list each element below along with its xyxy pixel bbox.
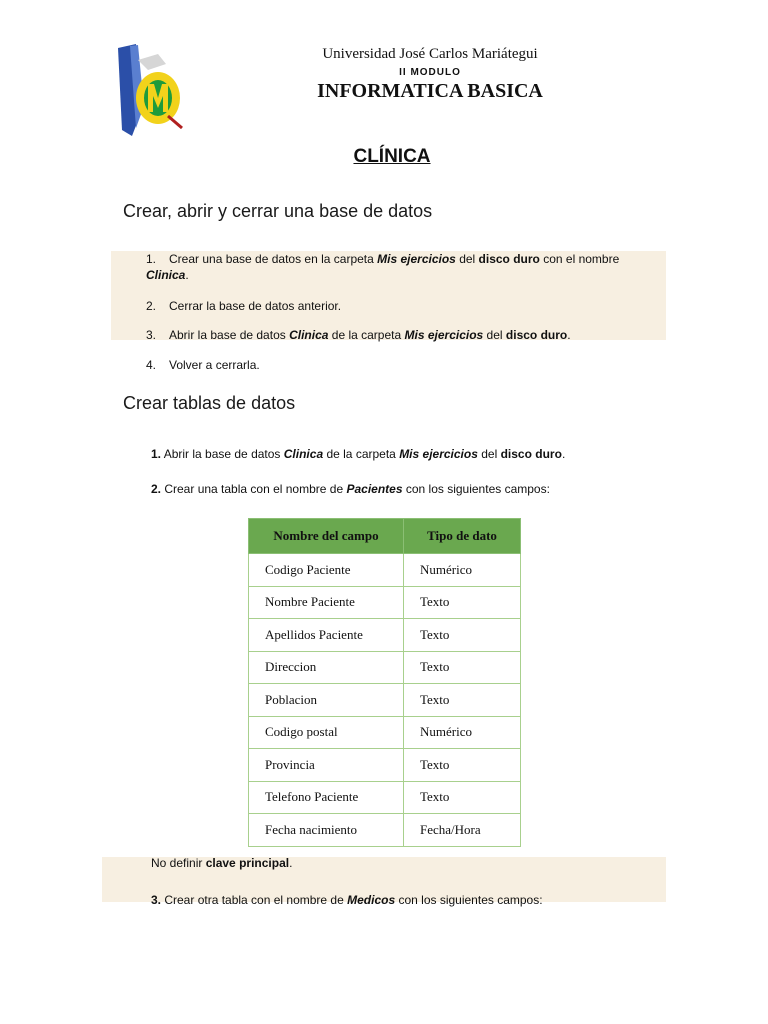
- field-name-cell: Provincia: [249, 749, 404, 782]
- data-type-cell: Numérico: [404, 716, 521, 749]
- field-name-cell: Codigo Paciente: [249, 554, 404, 587]
- field-name-cell: Telefono Paciente: [249, 781, 404, 814]
- table-row: [249, 651, 521, 684]
- course-title: INFORMATICA BASICA: [317, 80, 543, 102]
- table-row: [249, 781, 521, 814]
- section-heading-crear-abrir-cerrar: Crear, abrir y cerrar una base de datos: [123, 201, 433, 221]
- list-item: 1. Crear una base de datos en la carpeta Mis ejercicios del disco duro con el nombre Clinica.: [146, 252, 620, 282]
- page-title: CLÍNICA: [353, 146, 431, 167]
- section-heading-crear-tablas: Crear tablas de datos: [123, 393, 296, 413]
- table-row: [249, 749, 521, 782]
- list-item: 2. Cerrar la base de datos anterior.: [146, 299, 342, 313]
- field-name-cell: Codigo postal: [249, 716, 404, 749]
- data-type-cell: Numérico: [404, 554, 521, 587]
- data-type-cell: Fecha/Hora: [404, 814, 521, 847]
- data-type-cell: Texto: [404, 619, 521, 652]
- table-row: [249, 684, 521, 717]
- table-row: [249, 586, 521, 619]
- field-name-cell: Poblacion: [249, 684, 404, 717]
- data-type-cell: Texto: [404, 651, 521, 684]
- step-2: 2. Crear una tabla con el nombre de Pacientes con los siguientes campos:: [151, 482, 550, 496]
- field-name-cell: Nombre Paciente: [249, 586, 404, 619]
- field-name-cell: Apellidos Paciente: [249, 619, 404, 652]
- step-3: 3. Crear otra tabla con el nombre de Medicos con los siguientes campos:: [151, 893, 543, 907]
- table-row: [249, 619, 521, 652]
- table-row: [249, 814, 521, 847]
- table-row: [249, 716, 521, 749]
- data-type-cell: Texto: [404, 781, 521, 814]
- note-primary-key: No definir clave principal.: [151, 856, 293, 870]
- column-header-field-name: Nombre del campo: [249, 519, 404, 554]
- table-header-row: [249, 519, 521, 554]
- field-name-cell: Direccion: [249, 651, 404, 684]
- list-item: 4. Volver a cerrarla.: [146, 358, 260, 372]
- university-name: Universidad José Carlos Mariátegui: [322, 46, 538, 62]
- list-item: 3. Abrir la base de datos Clinica de la carpeta Mis ejercicios del disco duro.: [146, 328, 571, 342]
- column-header-data-type: Tipo de dato: [404, 519, 521, 554]
- data-type-cell: Texto: [404, 749, 521, 782]
- step-1: 1. Abrir la base de datos Clinica de la carpeta Mis ejercicios del disco duro.: [151, 447, 566, 461]
- data-type-cell: Texto: [404, 586, 521, 619]
- data-type-cell: Texto: [404, 684, 521, 717]
- module-label: II MODULO: [399, 67, 461, 78]
- field-name-cell: Fecha nacimiento: [249, 814, 404, 847]
- fields-table: [248, 518, 521, 847]
- table-row: [249, 554, 521, 587]
